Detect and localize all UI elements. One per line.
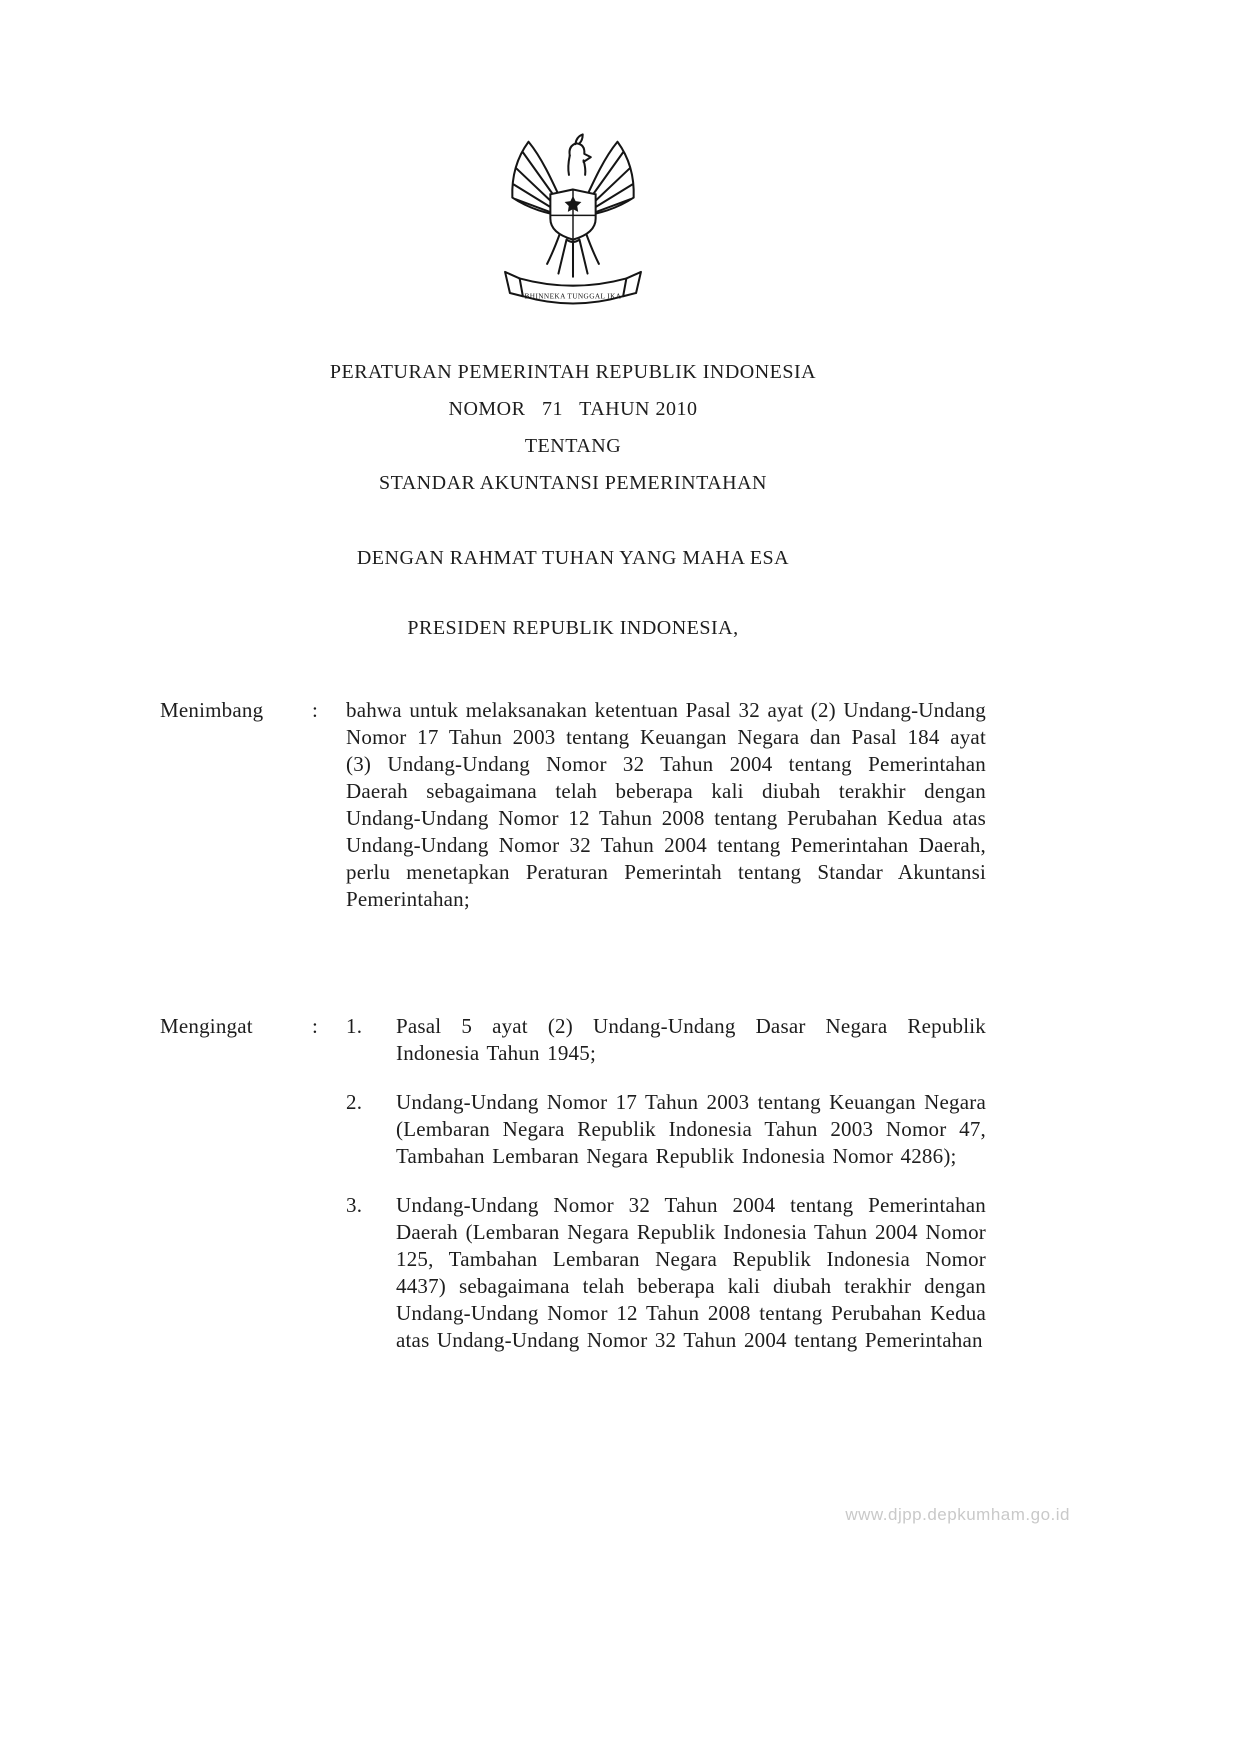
recalling-items: [346, 1013, 986, 1354]
list-item: [346, 1013, 986, 1067]
document-page: [160, 0, 986, 1354]
recalling-section: [160, 1013, 986, 1354]
list-item: [346, 1192, 986, 1354]
item-number: 3.: [346, 1193, 363, 1217]
item-number: 1.: [346, 1014, 363, 1038]
watermark: www.djpp.depkumham.go.id: [845, 1505, 1070, 1524]
emblem-motto: BHINNEKA TUNGGAL IKA: [524, 292, 622, 301]
garuda-neck: [568, 155, 585, 174]
recalling-label: Mengingat: [160, 1014, 253, 1038]
item-text: Pasal 5 ayat (2) Undang-Undang Dasar Negara Republik Indonesia Tahun 1945;: [396, 1014, 986, 1065]
garuda-head: [569, 143, 590, 162]
item-number: 2.: [346, 1090, 363, 1114]
item-text: Undang-Undang Nomor 17 Tahun 2003 tentang Keuangan Negara (Lembaran Negara Republik Indonesia Tahun 2003 Nomor 47, Tambahan Lembaran Negara Republik Indonesia Nomor 4286);: [396, 1090, 986, 1168]
considering-text: bahwa untuk melaksanakan ketentuan Pasal 32 ayat (2) Undang-Undang Nomor 17 Tahun 2003 tentang Keuangan Negara dan Pasal 184 ayat (3) Undang-Undang Nomor 32 Tahun 2004 tentang Pemerintahan Daerah sebagaimana telah beberapa kali diubah terakhir dengan Undang-Undang Nomor 12 Tahun 2008 tentang Perubahan Kedua atas Undang-Undang Nomor 32 Tahun 2004 tentang Pemerintahan Daerah, perlu menetapkan Peraturan Pemerintah tentang Standar Akuntansi Pemerintahan;: [346, 698, 986, 911]
considering-colon: :: [312, 698, 319, 722]
garuda-tail: [558, 240, 587, 277]
title-regulation-name: PERATURAN PEMERINTAH REPUBLIK INDONESIA: [329, 361, 817, 383]
recalling-colon: :: [312, 1014, 319, 1038]
title-tentang: TENTANG: [524, 435, 622, 457]
considering-label: Menimbang: [160, 698, 264, 722]
list-item: [346, 1089, 986, 1170]
pancasila-shield: [550, 189, 595, 239]
title-subject: STANDAR AKUNTANSI PEMERINTAHAN: [379, 472, 767, 494]
item-text: Undang-Undang Nomor 32 Tahun 2004 tentang Pemerintahan Daerah (Lembaran Negara Republik Indonesia Tahun 2004 Nomor 125, Tambahan Lembaran Negara Republik Indonesia Nomor 4437) sebagaimana telah beberapa kali diubah terakhir dengan Undang-Undang Nomor 12 Tahun 2008 tentang Perubahan Kedua atas Undang-Undang Nomor 32 Tahun 2004 tentang Pemerintahan: [396, 1193, 986, 1352]
document-title-block: [160, 354, 986, 647]
invocation-line: DENGAN RAHMAT TUHAN YANG MAHA ESA: [356, 547, 790, 569]
considering-section: [160, 697, 986, 913]
issuer-line: PRESIDEN REPUBLIK INDONESIA,: [407, 617, 739, 639]
national-emblem: [160, 128, 986, 314]
title-number-year: NOMOR 71 TAHUN 2010: [448, 398, 698, 420]
garuda-pancasila-emblem: [492, 128, 654, 314]
